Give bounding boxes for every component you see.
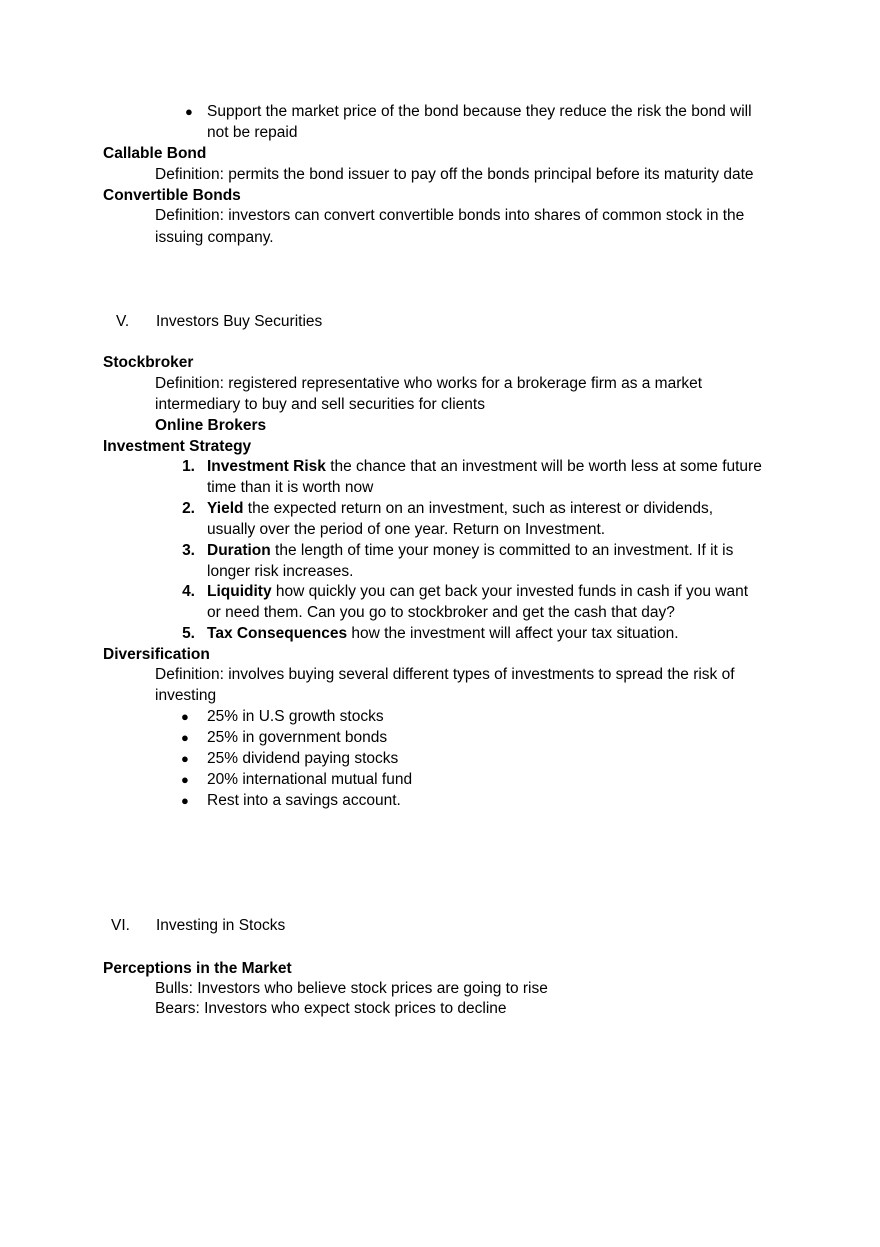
stockbroker-heading: Stockbroker	[103, 354, 194, 371]
list-item: 25% dividend paying stocks	[207, 750, 399, 767]
list-item-term: Duration	[207, 542, 271, 559]
callable-bond-heading: Callable Bond	[103, 145, 207, 162]
list-item-term: Investment Risk	[207, 458, 326, 475]
list-item	[207, 499, 713, 520]
list-item-text: how quickly you can get back your invested funds in cash if you want	[271, 583, 749, 600]
convertible-bonds-heading: Convertible Bonds	[103, 187, 241, 204]
stockbroker-definition-line1: Definition: registered representative who works for a brokerage firm as a market	[155, 375, 703, 392]
list-item-text-continuation: or need them. Can you go to stockbroker and get the cash that day?	[207, 604, 675, 621]
list-item	[207, 541, 733, 562]
convertible-bonds-definition-line1: Definition: investors can convert convertible bonds into shares of common stock in the	[155, 207, 745, 224]
bond-support-text-line1: Support the market price of the bond because they reduce the risk the bond will	[207, 103, 752, 120]
section-v-numeral: V.	[116, 313, 130, 330]
list-item	[207, 457, 762, 478]
callable-bond-definition: Definition: permits the bond issuer to pay off the bonds principal before its maturity date	[155, 166, 754, 183]
diversification-definition-line2: investing	[155, 687, 217, 704]
list-item-text-continuation: longer risk increases.	[207, 563, 354, 580]
bulls-definition: Bulls: Investors who believe stock prices are going to rise	[155, 980, 548, 997]
list-item	[207, 624, 679, 645]
section-v-title: Investors Buy Securities	[156, 313, 323, 330]
list-item-term: Yield	[207, 500, 244, 517]
list-item-text-continuation: usually over the period of one year. Return on Investment.	[207, 521, 606, 538]
bullet-icon: ●	[181, 751, 189, 766]
bullet-icon: ●	[181, 772, 189, 787]
stockbroker-definition-line2: intermediary to buy and sell securities for clients	[155, 396, 485, 413]
list-item	[207, 582, 748, 603]
list-item-text: the chance that an investment will be worth less at some future	[325, 458, 762, 475]
list-item-number: 5.	[182, 625, 195, 642]
list-item-text: how the investment will affect your tax situation.	[347, 625, 679, 642]
investment-strategy-heading: Investment Strategy	[103, 438, 252, 455]
section-vi-numeral: VI.	[111, 917, 130, 934]
list-item: Rest into a savings account.	[207, 792, 401, 809]
bears-definition: Bears: Investors who expect stock prices to decline	[155, 1000, 507, 1017]
list-item-number: 2.	[182, 500, 195, 517]
bond-support-text-line2: not be repaid	[207, 124, 298, 141]
bullet-icon: ●	[181, 793, 189, 808]
bullet-icon: ●	[181, 709, 189, 724]
list-item: 25% in U.S growth stocks	[207, 708, 384, 725]
convertible-bonds-definition-line2: issuing company.	[155, 229, 274, 246]
list-item: 25% in government bonds	[207, 729, 388, 746]
perceptions-heading: Perceptions in the Market	[103, 960, 292, 977]
diversification-definition-line1: Definition: involves buying several different types of investments to spread the risk of	[155, 666, 735, 683]
bullet-icon: ●	[185, 104, 193, 119]
bullet-icon: ●	[181, 730, 189, 745]
list-item-text: the length of time your money is committed to an investment. If it is	[270, 542, 734, 559]
list-item-term: Liquidity	[207, 583, 272, 600]
list-item: 20% international mutual fund	[207, 771, 413, 788]
online-brokers-heading: Online Brokers	[155, 417, 267, 434]
list-item-text: the expected return on an investment, such as interest or dividends,	[243, 500, 714, 517]
list-item-term: Tax Consequences	[207, 625, 348, 642]
diversification-heading: Diversification	[103, 646, 210, 663]
section-vi-title: Investing in Stocks	[156, 917, 286, 934]
list-item-text-continuation: time than it is worth now	[207, 479, 374, 496]
list-item-number: 4.	[182, 583, 195, 600]
list-item-number: 1.	[182, 458, 195, 475]
list-item-number: 3.	[182, 542, 195, 559]
